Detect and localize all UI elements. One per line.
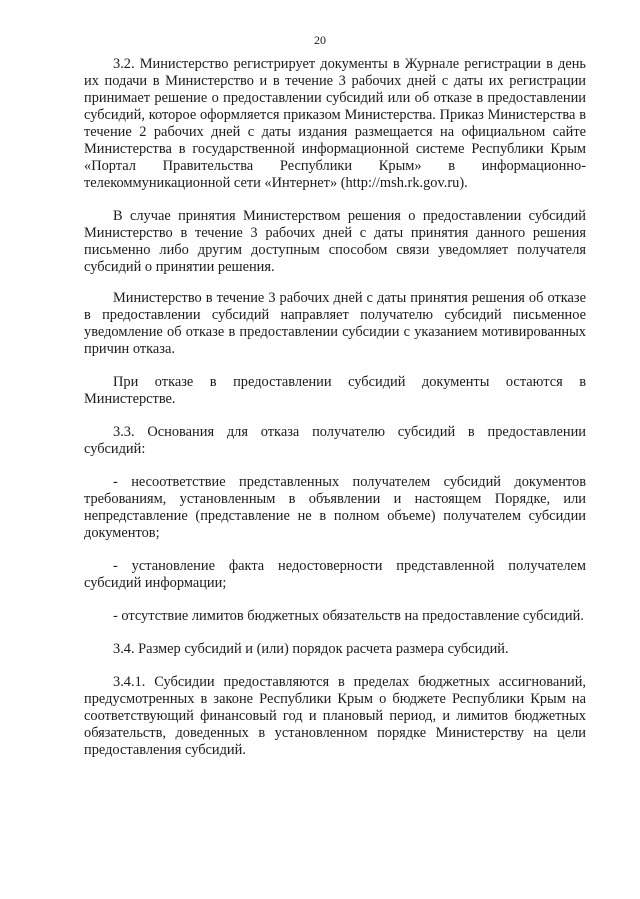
paragraph-3-2: 3.2. Министерство регистрирует документы в Журнале регистрации в день их подачи в Министерство и в течение 3 рабочих дней с даты их регистрации принимает решение о предоставлении субсидий или об отказе в предоставлении субсидий, которое оформляется приказом Министерства. Приказ Министерства в течение 2 рабочих дней с даты издания размещается на официальном сайте Министерства в государственной информационной системе Республики Крым «Портал Правительства Республики Крым» в информационно-телекоммуникационной сети «Интернет» (http://msh.rk.gov.ru). (84, 56, 586, 191)
paragraph-3-4-1: 3.4.1. Субсидии предоставляются в пределах бюджетных ассигнований, предусмотренных в законе Республики Крым о бюджете Республики Крым на соответствующий финансовый год и плановый период, и лимитов бюджетных обязательств, доведенных в установленном порядке Министерству на цели предоставления субсидий. (84, 674, 586, 758)
paragraph-documents-remain: При отказе в предоставлении субсидий документы остаются в Министерстве. (84, 374, 586, 407)
list-item-no-limits: - отсутствие лимитов бюджетных обязательств на предоставление субсидий. (113, 608, 584, 624)
document-body (84, 56, 586, 759)
list-item-unreliable-info: - установление факта недостоверности представленной получателем субсидий информации; (84, 558, 586, 591)
list-item-nonconformity: - несоответствие представленных получателем субсидий документов требованиям, установленным в объявлении и настоящем Порядке, или непредставление (представление не в полном объеме) получателем субсидии документов; (84, 474, 586, 541)
paragraph-3-3: 3.3. Основания для отказа получателю субсидий в предоставлении субсидий: (84, 424, 586, 457)
paragraph-3-4: 3.4. Размер субсидий и (или) порядок расчета размера субсидий. (113, 641, 509, 657)
paragraph-approval-notice: В случае принятия Министерством решения о предоставлении субсидий Министерство в течение 3 рабочих дней с даты принятия данного решения письменно либо другим доступным способом связи уведомляет получателя субсидий о принятии решения. (84, 208, 586, 275)
page-number: 20 (314, 33, 326, 47)
paragraph-refusal-notice: Министерство в течение 3 рабочих дней с даты принятия решения об отказе в предоставлении субсидий направляет получателю субсидий письменное уведомление об отказе в предоставлении субсидии с указанием мотивированных причин отказа. (84, 290, 586, 357)
